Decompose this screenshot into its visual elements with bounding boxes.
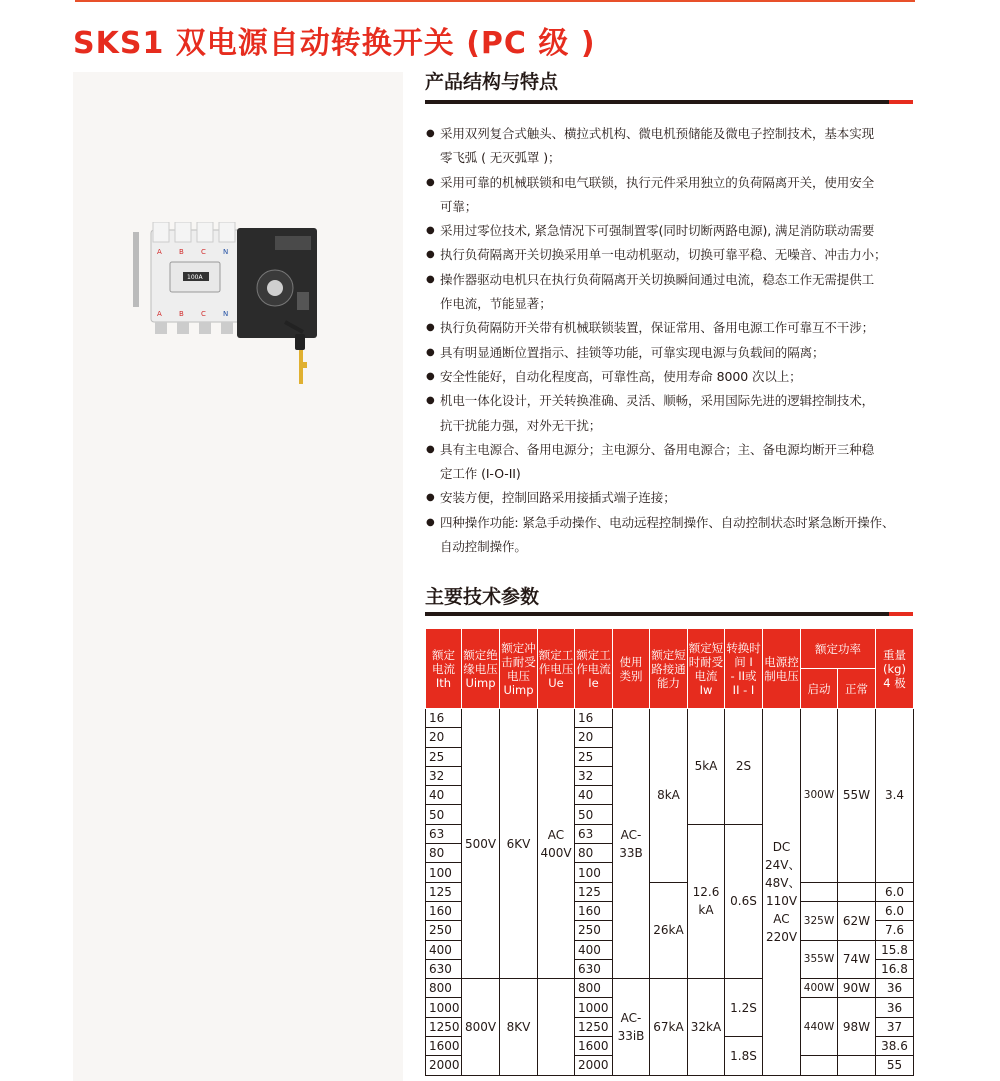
cell-withstand: 5kA <box>688 709 725 825</box>
feature-item: ● 采用过零位技术, 紧急情况下可强制置零(同时切断两路电源), 满足消防联动需要 <box>426 219 918 243</box>
cell-ith: 630 <box>426 959 462 978</box>
cell-control-voltage: DC 24V、 48V、 110V AC 220V <box>763 709 801 1076</box>
cell-ie: 800 <box>575 979 613 998</box>
header-weight: 重量 (kg) 4 极 <box>876 629 914 709</box>
cell-ith: 20 <box>426 728 462 747</box>
cell-transfer-time: 1.8S <box>725 1037 763 1076</box>
header-rated-power: 额定功率 <box>801 629 876 669</box>
cell-ith: 40 <box>426 786 462 805</box>
header-ith: 额定 电流 Ith <box>426 629 462 709</box>
cell-power-start: 355W <box>801 940 838 979</box>
cell-weight: 36 <box>876 998 914 1017</box>
cell-power-start <box>801 882 838 901</box>
feature-item: ● 采用双列复合式触头、横拉式机构、微电机预储能及微电子控制技术，基本实现 零飞弧 ( 无灭弧罩 )； <box>426 122 918 171</box>
header-ue: 额定工 作电压 Ue <box>538 629 575 709</box>
cell-ith: 125 <box>426 882 462 901</box>
cell-transfer-time: 1.2S <box>725 979 763 1037</box>
cell-weight: 6.0 <box>876 901 914 920</box>
spec-table-wrapper <box>425 628 913 1076</box>
feature-item: ● 采用可靠的机械联锁和电气联锁，执行元件采用独立的负荷隔离开关，使用安全 可靠； <box>426 171 918 220</box>
cell-impulse-voltage: 6KV <box>500 709 538 979</box>
phase-label: B <box>179 248 184 256</box>
cell-power-normal: 90W <box>838 979 876 998</box>
cell-power-normal <box>838 882 876 901</box>
header-control-voltage: 电源控 制电压 <box>763 629 801 709</box>
feature-item: ● 具有明显通断位置指示、挂锁等功能，可靠实现电源与负载间的隔离； <box>426 341 918 365</box>
cell-ie: 2000 <box>575 1056 613 1075</box>
cell-ith: 2000 <box>426 1056 462 1075</box>
cell-ith: 800 <box>426 979 462 998</box>
cell-power-start: 440W <box>801 998 838 1056</box>
bullet-icon: ● <box>426 346 435 358</box>
cell-weight: 16.8 <box>876 959 914 978</box>
specs-section-rule <box>425 612 913 618</box>
cell-ie: 25 <box>575 747 613 766</box>
cell-transfer-time: 0.6S <box>725 824 763 978</box>
bullet-icon: ● <box>426 443 435 455</box>
cell-insulation-voltage: 800V <box>462 979 500 1075</box>
cell-ith: 80 <box>426 844 462 863</box>
cell-power-start <box>801 1056 838 1075</box>
cell-ith: 1000 <box>426 998 462 1017</box>
cell-making-capacity: 8kA <box>650 709 688 883</box>
cell-ie: 250 <box>575 921 613 940</box>
features-section-title: 产品结构与特点 <box>425 71 559 93</box>
phase-label: N <box>223 248 229 256</box>
cell-power-normal: 62W <box>838 901 876 940</box>
cell-weight: 3.4 <box>876 709 914 883</box>
bullet-icon: ● <box>426 395 435 407</box>
cell-impulse-voltage: 8KV <box>500 979 538 1075</box>
bullet-icon: ● <box>426 176 435 188</box>
cell-ie: 40 <box>575 786 613 805</box>
cell-weight: 37 <box>876 1017 914 1036</box>
cell-category: AC- 33B <box>613 709 650 979</box>
feature-item: ● 执行负荷隔离开关切换采用单一电动机驱动，切换可靠平稳、无噪音、冲击力小； <box>426 243 918 267</box>
cell-ith: 250 <box>426 921 462 940</box>
cell-ith: 16 <box>426 709 462 728</box>
cell-weight: 36 <box>876 979 914 998</box>
cell-category: AC- 33iB <box>613 979 650 1075</box>
cell-ue: AC 400V <box>538 709 575 979</box>
phase-label: B <box>179 310 184 318</box>
cell-ith: 160 <box>426 901 462 920</box>
cell-ie: 125 <box>575 882 613 901</box>
cell-power-start: 325W <box>801 901 838 940</box>
product-photo <box>125 222 330 397</box>
header-transfer-time: 转换时 间 I - II或 II - I <box>725 629 763 709</box>
feature-item: ● 机电一体化设计，开关转换准确、灵活、顺畅，采用国际先进的逻辑控制技术， 抗干扰能力强，对外无干扰； <box>426 389 918 438</box>
bullet-icon: ● <box>426 225 435 237</box>
features-section-rule <box>425 100 913 106</box>
cell-power-start: 300W <box>801 709 838 883</box>
cell-ie: 1600 <box>575 1037 613 1056</box>
cell-ie: 1000 <box>575 998 613 1017</box>
bullet-icon: ● <box>426 249 435 261</box>
cell-ith: 50 <box>426 805 462 824</box>
cell-weight: 15.8 <box>876 940 914 959</box>
bullet-icon: ● <box>426 322 435 334</box>
cell-transfer-time: 2S <box>725 709 763 825</box>
header-category: 使用 类别 <box>613 629 650 709</box>
page-title: SKS1 双电源自动转换开关 (PC 级 ) <box>73 26 596 61</box>
bullet-icon: ● <box>426 128 435 139</box>
cell-ie: 100 <box>575 863 613 882</box>
bullet-icon: ● <box>426 273 435 285</box>
phase-label: A <box>157 248 162 256</box>
cell-ie: 160 <box>575 901 613 920</box>
feature-item: ● 执行负荷隔防开关带有机械联锁装置，保证常用、备用电源工作可靠互不干涉； <box>426 316 918 340</box>
cell-ith: 63 <box>426 824 462 843</box>
cell-ie: 20 <box>575 728 613 747</box>
phase-label: N <box>223 310 229 318</box>
specs-section-title: 主要技术参数 <box>425 586 540 608</box>
rating-label: 100A <box>187 274 203 281</box>
feature-item: ● 操作器驱动电机只在执行负荷隔离开关切换瞬间通过电流，稳态工作无需提供工 作电流，节能显著； <box>426 268 918 317</box>
header-power-normal: 正常 <box>838 669 876 709</box>
cell-insulation-voltage: 500V <box>462 709 500 979</box>
feature-item: ● 安装方便，控制回路采用接插式端子连接； <box>426 486 918 510</box>
cell-ie: 80 <box>575 844 613 863</box>
bullet-icon: ● <box>426 370 435 382</box>
cell-ie: 50 <box>575 805 613 824</box>
feature-item: ● 具有主电源合、备用电源分；主电源分、备用电源合；主、备电源均断开三种稳 定工作 (I-O-II) <box>426 438 918 487</box>
cell-ith: 1600 <box>426 1037 462 1056</box>
header-withstand-current: 额定短 时耐受 电流 Iw <box>688 629 725 709</box>
cell-weight: 7.6 <box>876 921 914 940</box>
cell-ith: 32 <box>426 766 462 785</box>
header-power-start: 启动 <box>801 669 838 709</box>
header-insulation-voltage: 额定绝 缘电压 Uimp <box>462 629 500 709</box>
feature-list <box>426 122 918 559</box>
bullet-icon: ● <box>426 492 435 504</box>
spec-table <box>425 628 914 1076</box>
cell-withstand: 32kA <box>688 979 725 1075</box>
header-ie: 额定工 作电流 Ie <box>575 629 613 709</box>
header-impulse-voltage: 额定冲 击耐受 电压 Uimp <box>500 629 538 709</box>
cell-ie: 16 <box>575 709 613 728</box>
cell-ie: 32 <box>575 766 613 785</box>
cell-making-capacity: 67kA <box>650 979 688 1075</box>
cell-ith: 25 <box>426 747 462 766</box>
cell-ie: 63 <box>575 824 613 843</box>
feature-item: ● 四种操作功能: 紧急手动操作、电动远程控制操作、自动控制状态时紧急断开操作、 自动控制操作。 <box>426 511 918 560</box>
cell-making-capacity: 26kA <box>650 882 688 978</box>
cell-weight: 55 <box>876 1056 914 1075</box>
cell-ith: 1250 <box>426 1017 462 1036</box>
top-accent-line <box>75 0 915 2</box>
cell-ith: 100 <box>426 863 462 882</box>
cell-ue <box>538 979 575 1075</box>
mount-rail <box>133 232 139 307</box>
cell-withstand: 12.6 kA <box>688 824 725 978</box>
cell-power-start: 400W <box>801 979 838 998</box>
cell-weight: 38.6 <box>876 1037 914 1056</box>
feature-item: ● 安全性能好，自动化程度高，可靠性高，使用寿命 8000 次以上； <box>426 365 918 389</box>
cell-ie: 1250 <box>575 1017 613 1036</box>
phase-label: C <box>201 310 206 318</box>
phase-label: A <box>157 310 162 318</box>
header-making-capacity: 额定短 路接通 能力 <box>650 629 688 709</box>
cell-power-normal <box>838 1056 876 1075</box>
cell-power-normal: 55W <box>838 709 876 883</box>
cell-power-normal: 74W <box>838 940 876 979</box>
bullet-icon: ● <box>426 516 435 528</box>
cell-ie: 400 <box>575 940 613 959</box>
cell-ith: 400 <box>426 940 462 959</box>
phase-label: C <box>201 248 206 256</box>
cell-ie: 630 <box>575 959 613 978</box>
cell-weight: 6.0 <box>876 882 914 901</box>
cell-power-normal: 98W <box>838 998 876 1056</box>
